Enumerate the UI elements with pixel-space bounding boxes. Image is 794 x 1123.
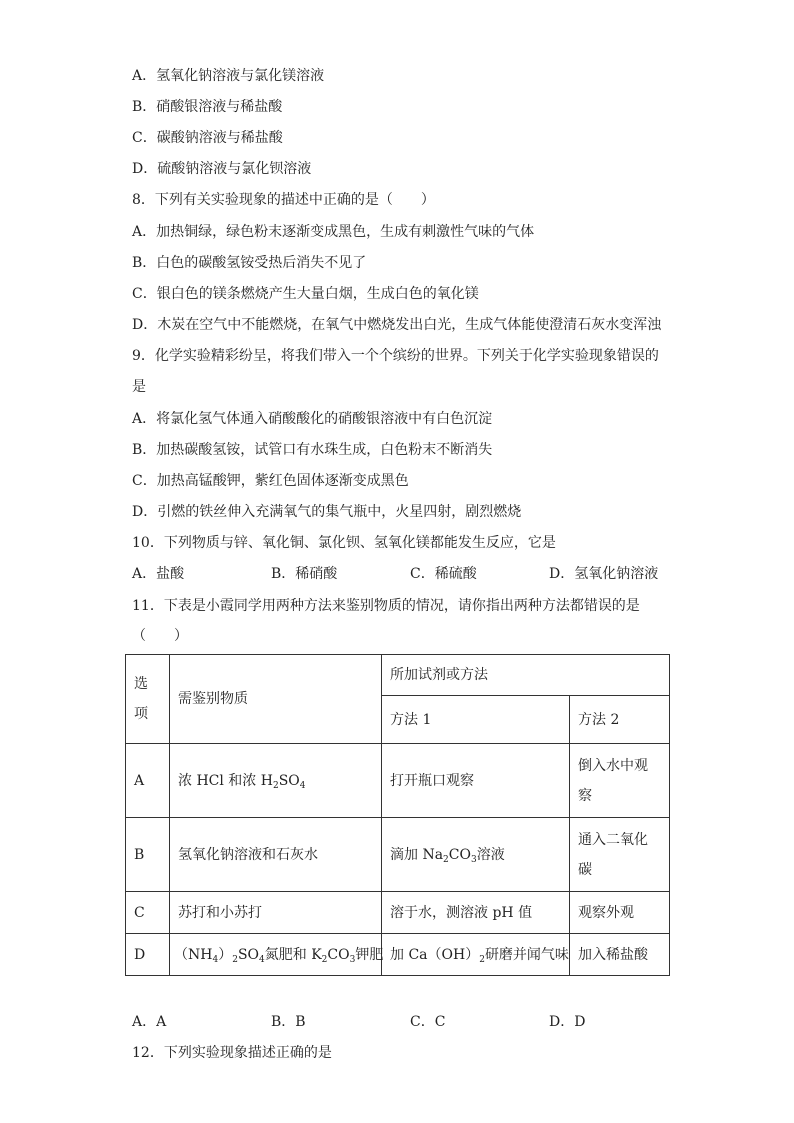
q10-stem: 10．下列物质与锌、氧化铜、氯化钡、氢氧化镁都能发生反应，它是 bbox=[132, 535, 556, 551]
q7-option-c: C．碳酸钠溶液与稀盐酸 bbox=[132, 130, 283, 146]
row-b-substance: 氢氧化钠溶液和石灰水 bbox=[170, 818, 382, 892]
q8-option-a: A．加热铜绿，绿色粉末逐渐变成黑色，生成有刺激性气味的气体 bbox=[132, 224, 535, 240]
q11-option-c: C．C bbox=[410, 1014, 446, 1030]
q8-stem: 8．下列有关实验现象的描述中正确的是（ ） bbox=[132, 192, 435, 208]
row-c-method-1: 溶于水，测溶液 pH 值 bbox=[382, 892, 570, 934]
row-a-method-1: 打开瓶口观察 bbox=[382, 744, 570, 818]
row-b-method-2: 通入二氧化 碳 bbox=[570, 818, 670, 892]
table-row bbox=[126, 818, 670, 892]
row-d-method-1: 加 $Ca(OH)_2$研磨并闻气味 bbox=[382, 934, 570, 976]
q11-option-a: A．A bbox=[132, 1014, 167, 1030]
header-option: 选 项 bbox=[126, 655, 170, 744]
row-d-method-2: 加入稀盐酸 bbox=[570, 934, 670, 976]
q10-option-c: C．稀硫酸 bbox=[410, 566, 477, 582]
q11-option-d: D．D bbox=[549, 1014, 586, 1030]
row-c-substance: 苏打和小苏打 bbox=[170, 892, 382, 934]
q10-option-d: D．氢氧化钠溶液 bbox=[549, 566, 659, 582]
row-c-method-2: 观察外观 bbox=[570, 892, 670, 934]
q11-stem: 11．下表是小霞同学用两种方法来鉴别物质的情况，请你指出两种方法都错误的是 bbox=[132, 598, 640, 614]
q11-option-b: B．B bbox=[271, 1014, 306, 1030]
row-b-method-1: 滴加 $Na_2CO_3$溶液 bbox=[382, 818, 570, 892]
q9-stem-line2: 是 bbox=[132, 379, 146, 395]
header-substance: 需鉴别物质 bbox=[170, 655, 382, 744]
q11-table bbox=[125, 654, 670, 976]
table-row bbox=[126, 744, 670, 818]
q11-paren: （ ） bbox=[132, 628, 188, 644]
row-a-method-2: 倒入水中观 察 bbox=[570, 744, 670, 818]
q9-option-a: A．将氯化氢气体通入硝酸酸化的硝酸银溶液中有白色沉淀 bbox=[132, 411, 493, 427]
q12-stem: 12．下列实验现象描述正确的是 bbox=[132, 1045, 332, 1061]
q8-option-c: C．银白色的镁条燃烧产生大量白烟，生成白色的氧化镁 bbox=[132, 286, 479, 302]
table-row bbox=[126, 892, 670, 934]
header-reagent: 所加试剂或方法 bbox=[382, 655, 670, 696]
q10-option-b: B．稀硝酸 bbox=[271, 566, 338, 582]
q9-option-b: B．加热碳酸氢铵，试管口有水珠生成，白色粉末不断消失 bbox=[132, 442, 493, 458]
q7-option-b: B．硝酸银溶液与稀盐酸 bbox=[132, 99, 283, 115]
q8-option-b: B．白色的碳酸氢铵受热后消失不见了 bbox=[132, 255, 367, 271]
q7-option-a: A．氢氧化钠溶液与氯化镁溶液 bbox=[132, 68, 325, 84]
header-method-2: 方法 2 bbox=[570, 696, 670, 744]
header-method-1: 方法 1 bbox=[382, 696, 570, 744]
table-row bbox=[126, 934, 670, 976]
row-a-substance: 浓 HCl 和浓 $H_2SO_4$ bbox=[170, 744, 382, 818]
q9-option-d: D．引燃的铁丝伸入充满氧气的集气瓶中，火星四射，剧烈燃烧 bbox=[132, 504, 522, 520]
row-a-option: A bbox=[126, 744, 170, 818]
row-d-option: D bbox=[126, 934, 170, 976]
row-c-option: C bbox=[126, 892, 170, 934]
q10-option-a: A．盐酸 bbox=[132, 566, 185, 582]
q9-stem-line1: 9．化学实验精彩纷呈，将我们带入一个个缤纷的世界。下列关于化学实验现象错误的 bbox=[132, 348, 659, 364]
q9-option-c: C．加热高锰酸钾，紫红色固体逐渐变成黑色 bbox=[132, 473, 409, 489]
q7-option-d: D．硫酸钠溶液与氯化钡溶液 bbox=[132, 161, 312, 177]
row-d-substance: $(NH_4)_2SO_4$氮肥和 $K_2CO_3$钾肥 bbox=[170, 934, 382, 976]
q8-option-d: D．木炭在空气中不能燃烧，在氧气中燃烧发出白光，生成气体能使澄清石灰水变浑浊 bbox=[132, 317, 662, 333]
row-b-option: B bbox=[126, 818, 170, 892]
